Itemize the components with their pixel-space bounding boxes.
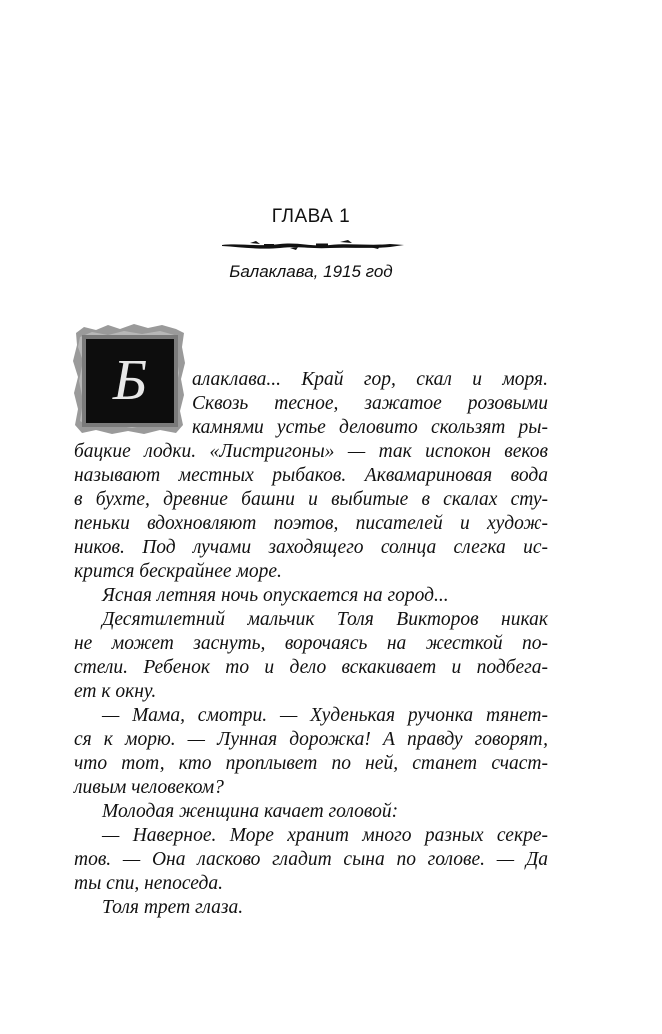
text-line: Толя трет глаза. [102,897,244,918]
text-line: ет к окну. [74,681,157,702]
text-line: крится бескрайнее море. [74,561,282,582]
chapter-subtitle: Балаклава, 1915 год [229,262,393,281]
drop-cap [72,323,186,435]
text-line: — Наверное. Море хранит много разных секре- [102,825,548,846]
text-line: не может заснуть, ворочаясь на жесткой по- [74,633,548,654]
chapter-title: ГЛАВА 1 [271,206,351,227]
text-line: бацкие лодки. «Листригоны» — так испокон веков [74,441,548,462]
text-line: ливым человеком? [74,777,224,798]
text-line: Сквозь тесное, зажатое розовыми [192,393,548,414]
text-line: стели. Ребенок то и дело вскакивает и подбега- [74,657,548,678]
text-line: ников. Под лучами заходящего солнца слегка ис- [74,537,548,558]
drop-cap-letter: Б [112,347,148,412]
text-line: Молодая женщина качает головой: [102,801,399,822]
text-line: камнями устье деловито скользят ры- [192,417,548,438]
text-line: что тот, кто проплывет по ней, станет счаст- [74,753,548,774]
text-line: алаклава... Край гор, скал и моря. [192,369,548,390]
ornament-divider-icon [220,238,406,252]
text-line: Десятилетний мальчик Толя Викторов никак [102,609,548,630]
text-line: ся к морю. — Лунная дорожка! А правду говорят, [74,729,548,750]
text-line: Ясная летняя ночь опускается на город... [102,585,449,606]
text-line: ты спи, непоседа. [74,873,223,894]
text-line: — Мама, смотри. — Худенькая ручонка тянет- [102,705,548,726]
text-line: тов. — Она ласково гладит сына по голове. — Да [74,849,548,870]
drop-cap-box [82,335,178,427]
text-line: пеньки вдохновляют поэтов, писателей и худож- [74,513,548,534]
text-line: в бухте, древние башни и выбитые в скалах сту- [74,489,548,510]
text-line: называют местных рыбаков. Аквамариновая вода [74,465,548,486]
